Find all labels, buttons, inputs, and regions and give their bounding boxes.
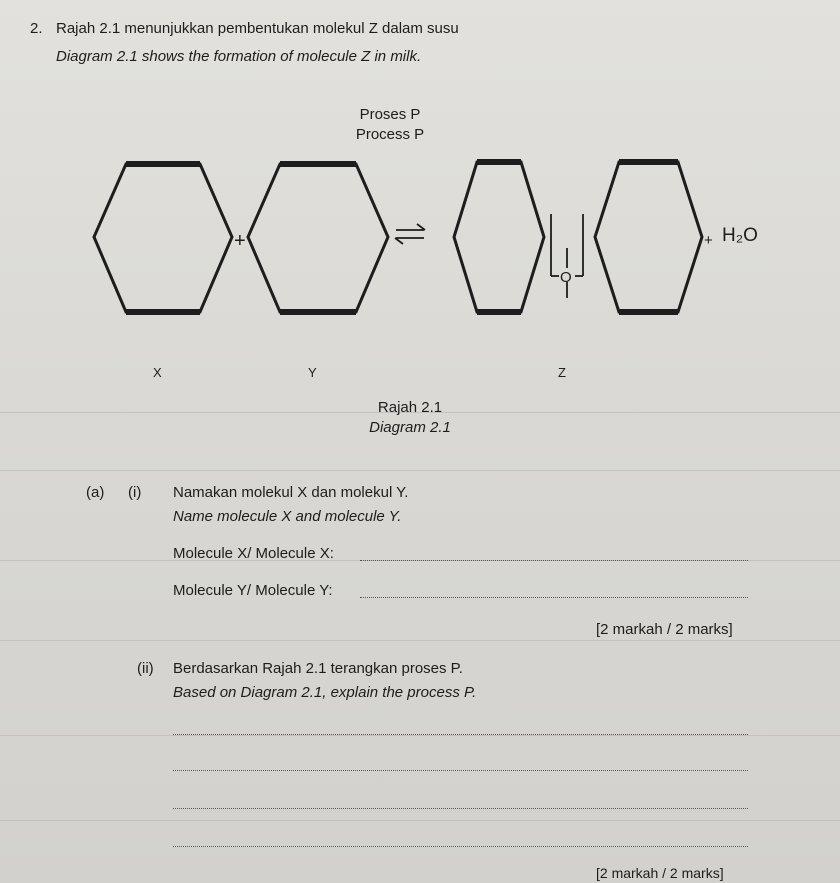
bleed-line: [0, 470, 840, 471]
reaction-diagram: [90, 150, 758, 350]
part-b-question-ms: Berdasarkan Rajah 2.1 terangkan proses P.: [173, 660, 463, 677]
label-x: X: [153, 365, 162, 380]
plus-sign: +: [234, 230, 246, 252]
question-intro-ms: Rajah 2.1 menunjukkan pembentukan molekul Z dalam susu: [56, 20, 459, 37]
hexagon-z-left: [454, 162, 544, 312]
bridge-oxygen: O: [560, 269, 572, 286]
part-a-label: (a): [86, 484, 105, 501]
part-a-question-ms: Namakan molekul X dan molekul Y.: [173, 484, 409, 501]
explain-answer-line[interactable]: [173, 770, 748, 771]
part-b-question-en: Based on Diagram 2.1, explain the process P.: [173, 684, 477, 701]
hexagon-x: [94, 164, 232, 312]
explain-answer-line[interactable]: [173, 734, 748, 735]
plus-sign-2: +: [704, 232, 713, 249]
part-a-sub-i: (i): [128, 484, 142, 501]
molecule-y-answer-line[interactable]: [360, 597, 748, 598]
part-b-sub-ii: (ii): [137, 660, 154, 677]
question-intro-en: Diagram 2.1 shows the formation of molecule Z in milk.: [56, 48, 422, 65]
label-z: Z: [558, 365, 566, 380]
process-label-en: Process P: [355, 126, 425, 143]
question-number: 2.: [30, 20, 43, 37]
bleed-line: [0, 820, 840, 821]
label-y: Y: [308, 365, 317, 380]
water-formula: H₂O: [722, 225, 758, 246]
hexagon-y: [248, 164, 388, 312]
part-a-marks: [2 markah / 2 marks]: [596, 621, 733, 638]
hexagon-z-right: [595, 162, 702, 312]
diagram-caption-en: Diagram 2.1: [369, 419, 451, 436]
molecule-y-answer-label: Molecule Y/ Molecule Y:: [173, 582, 333, 599]
bleed-line: [0, 640, 840, 641]
diagram-caption-ms: Rajah 2.1: [377, 399, 443, 416]
explain-answer-line[interactable]: [173, 846, 748, 847]
equilibrium-arrow-icon: [395, 224, 425, 244]
explain-answer-line[interactable]: [173, 808, 748, 809]
part-b-marks: [2 markah / 2 marks]: [596, 865, 724, 881]
molecule-x-answer-label: Molecule X/ Molecule X:: [173, 545, 334, 562]
molecule-x-answer-line[interactable]: [360, 560, 748, 561]
part-a-question-en: Name molecule X and molecule Y.: [173, 508, 402, 525]
process-label-ms: Proses P: [359, 106, 421, 123]
bleed-line: [0, 735, 840, 736]
